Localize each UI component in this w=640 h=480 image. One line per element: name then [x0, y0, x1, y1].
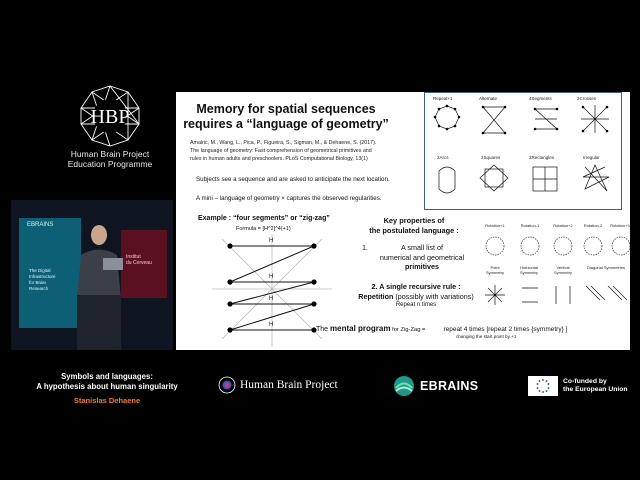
sym-label: Horizontal Symmetry	[519, 265, 538, 275]
hbp-education-logo	[40, 84, 180, 176]
key-property-1: A small list of numerical and geometrical primitives	[379, 243, 465, 271]
fig-label: 2Arcs	[437, 155, 449, 160]
hbp-small-icon	[218, 376, 236, 394]
key-property-2: 2. A single recursive rule : Repetition (possibly with variations) Repeat n times	[358, 282, 474, 308]
talk-title: Symbols and languages: A hypothesis about human singularity Stanislas Dehaene	[22, 372, 192, 406]
mental-program: The mental program for Zig-Zag = repeat 4 times [repeat 2 times {symmetry} ]	[316, 324, 568, 333]
reference: Amalric, M., Wang, L., Pica, P., Figueira, S., Sigman, M., & Dehaene, S. (2017). The language of geometry: Fast comprehension of geometrical primitives and rules in human adults and preschoolers. PLoS Computational Biology, 13(1)	[190, 140, 377, 162]
footer-ebrains-logo: EBRAINS	[393, 375, 478, 397]
sym-label: Rotation+1	[485, 223, 505, 228]
svg-text:H: H	[269, 296, 274, 302]
changing-start-note: changing the start point by +1	[456, 334, 517, 339]
logo-line-1: Human Brain Project	[70, 149, 150, 159]
fig-label: 2Rectangles	[529, 155, 555, 160]
svg-text:HBP: HBP	[90, 106, 130, 128]
sequence-octagons	[425, 93, 623, 211]
subjects-text: Subjects see a sequence and are asked to anticipate the next location.	[196, 176, 390, 183]
example-title: Example : “four segments” or “zig-zag”	[198, 215, 330, 222]
sequence-figure	[424, 92, 622, 210]
key1-number: 1.	[362, 243, 368, 252]
fig-label: Irregular	[583, 155, 600, 160]
eu-flag-icon	[528, 376, 558, 396]
footer-hbp-logo: Human Brain Project	[218, 376, 338, 394]
speaker-figure	[11, 200, 173, 350]
institut-text: Institut du Cerveau	[126, 254, 152, 266]
slide-title: Memory for spatial sequences requires a “language of geometry”	[183, 102, 389, 131]
fig-label: Alternate	[479, 96, 498, 101]
sym-label: Rotation+3	[610, 223, 630, 228]
hbp-polygon-icon	[78, 84, 142, 148]
sym-label: Vertical Symmetry	[554, 265, 572, 275]
sym-label: Rotation+2	[553, 223, 573, 228]
logo-line-2: Education Programme	[67, 159, 153, 169]
svg-text:H: H	[269, 238, 274, 244]
sym-label: Diagonal Symmetries	[586, 265, 625, 270]
sym-label: Rotation-1	[520, 223, 540, 228]
mini-language-text: A mini – language of geometry × captures the observed regularities.	[196, 195, 382, 202]
eu-text: Co-funded by the European Union	[563, 377, 628, 393]
sym-label: Point Symmetry	[486, 265, 504, 275]
fig-label: 4Segments	[529, 96, 552, 101]
banner-text: The Digital Infrastructure for Brain Research	[29, 268, 56, 291]
svg-text:H: H	[269, 274, 274, 280]
presentation-slide	[176, 92, 630, 350]
svg-text:H: H	[269, 322, 274, 328]
sym-label: Rotation-2	[583, 223, 603, 228]
fig-label: 2Squares	[481, 155, 501, 160]
speaker-name: Stanislas Dehaene	[73, 396, 141, 405]
speaker-video	[11, 200, 173, 350]
symmetry-diagrams	[476, 230, 636, 314]
key-properties-title: Key properties of the postulated language :	[369, 216, 459, 235]
fig-label: 2Crosses	[577, 96, 597, 101]
footer-eu-logo	[528, 376, 628, 396]
banner-brand: EBRAINS	[27, 222, 54, 228]
zigzag-diagram	[212, 234, 332, 346]
fig-label: Repeat+1	[433, 96, 453, 101]
formula: Formula = [H^2]^4(+1)	[236, 226, 291, 232]
ebrains-icon	[393, 375, 415, 397]
